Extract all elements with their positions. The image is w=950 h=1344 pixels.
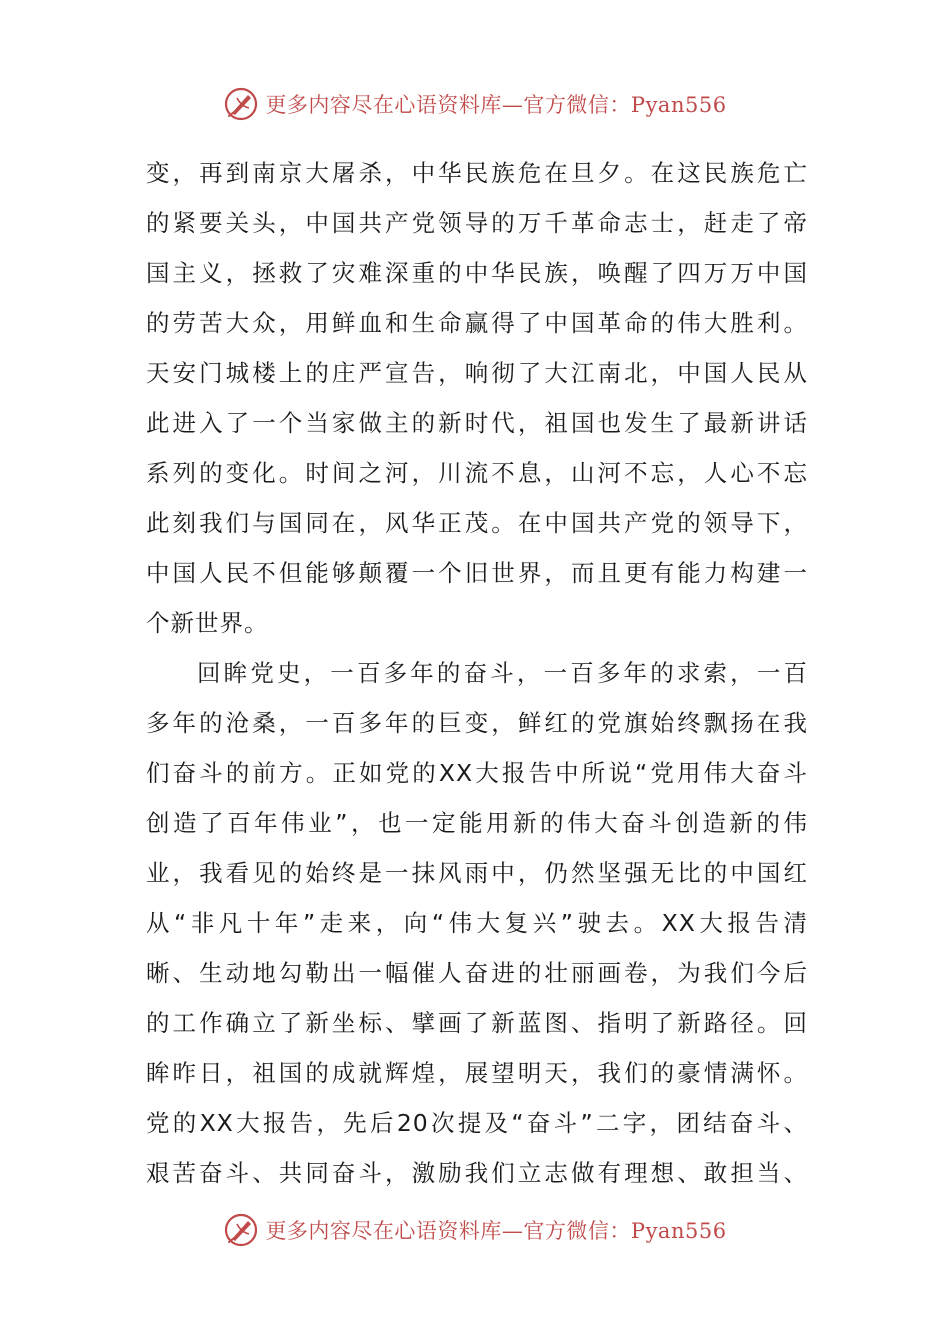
paragraph-1 [146, 148, 808, 648]
text-line: 党的XX大报告，先后20次提及“奋斗”二字，团结奋斗、 [146, 1109, 808, 1137]
text-line: 的紧要关头，中国共产党领导的万千革命志士，赶走了帝 [146, 209, 808, 237]
text-line: 从“非凡十年”走来，向“伟大复兴”驶去。XX大报告清 [146, 909, 808, 937]
text-line: 们奋斗的前方。正如党的XX大报告中所说“党用伟大奋斗 [146, 759, 808, 787]
text-line: 的劳苦大众，用鲜血和生命赢得了中国革命的伟大胜利。 [146, 309, 808, 337]
watermark-text: 更多内容尽在心语资料库—官方微信：Pyan556 [265, 1219, 727, 1243]
text-line: 业，我看见的始终是一抹风雨中，仍然坚强无比的中国红 [146, 859, 808, 887]
text-line: 此刻我们与国同在，风华正茂。在中国共产党的领导下， [146, 509, 808, 537]
document-body [146, 148, 808, 1198]
text-line: 中国人民不但能够颠覆一个旧世界，而且更有能力构建一 [146, 559, 808, 587]
paragraph-2 [146, 648, 808, 1198]
text-line: 个新世界。 [146, 609, 269, 637]
text-line: 系列的变化。时间之河，川流不息，山河不忘，人心不忘 [146, 459, 808, 487]
footer-watermark-banner [0, 1210, 950, 1250]
text-line: 多年的沧桑，一百多年的巨变，鲜红的党旗始终飘扬在我 [146, 709, 808, 737]
text-line: 的工作确立了新坐标、擘画了新蓝图、指明了新路径。回 [146, 1009, 808, 1037]
quill-logo-icon [223, 86, 259, 122]
quill-logo-icon [223, 1212, 259, 1248]
text-line: 艰苦奋斗、共同奋斗，激励我们立志做有理想、敢担当、 [146, 1159, 808, 1187]
text-line: 晰、生动地勾勒出一幅催人奋进的壮丽画卷，为我们今后 [146, 959, 808, 987]
text-line: 回眸党史，一百多年的奋斗，一百多年的求索，一百 [197, 659, 808, 687]
header-watermark-banner [0, 84, 950, 124]
text-line: 此进入了一个当家做主的新时代，祖国也发生了最新讲话 [146, 409, 808, 437]
text-line: 创造了百年伟业”，也一定能用新的伟大奋斗创造新的伟 [146, 809, 808, 837]
text-line: 眸昨日，祖国的成就辉煌，展望明天，我们的豪情满怀。 [146, 1059, 808, 1087]
watermark-text: 更多内容尽在心语资料库—官方微信：Pyan556 [265, 93, 727, 117]
text-line: 天安门城楼上的庄严宣告，响彻了大江南北，中国人民从 [146, 359, 808, 387]
text-line: 变，再到南京大屠杀，中华民族危在旦夕。在这民族危亡 [146, 159, 808, 187]
text-line: 国主义，拯救了灾难深重的中华民族，唤醒了四万万中国 [146, 259, 808, 287]
